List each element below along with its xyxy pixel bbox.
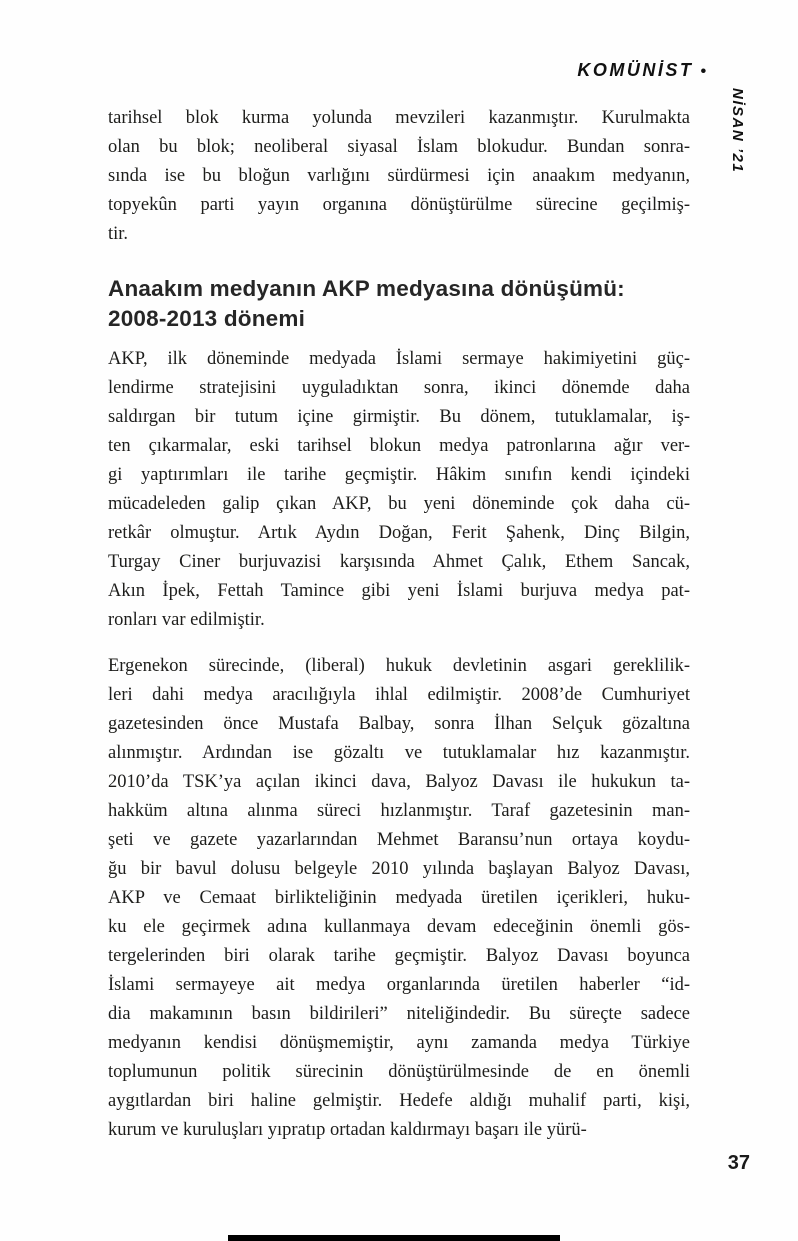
text-line: olan bu blok; neoliberal siyasal İslam blokudur. Bundan sonra- xyxy=(108,137,690,157)
text-line: şeti ve gazete yazarlarından Mehmet Baransu’nun ortaya koydu- xyxy=(108,830,690,850)
text-line: AKP, ilk döneminde medyada İslami sermaye hakimiyetini güç- xyxy=(108,349,690,369)
text-line: gi yaptırımları ile tarihe geçmiştir. Hâkim sınıfın kendi içindeki xyxy=(108,465,690,485)
page-number: 37 xyxy=(727,1152,750,1174)
text-line: topyekûn parti yayın organına dönüştürülme sürecine geçilmiş- xyxy=(108,195,690,215)
text-line: tarihsel blok kurma yolunda mevzileri kazanmıştır. Kurulmakta xyxy=(108,108,690,128)
journal-title-text: KOMÜNİST xyxy=(577,60,694,80)
text-line: ku ele geçirmek adına kullanmaya devam edeceğinin önemli gös- xyxy=(108,917,690,937)
text-line: alınmıştır. Ardından ise gözaltı ve tutuklamalar hız kazanmıştır. xyxy=(108,743,690,763)
text-line: Akın İpek, Fettah Tamince gibi yeni İslami burjuva medya pat- xyxy=(108,581,690,601)
text-line: kurum ve kuruluşları yıpratıp ortadan kaldırmayı başarı ile yürü- xyxy=(108,1120,587,1140)
text-line: toplumunun politik sürecinin dönüştürülmesinde de en önemli xyxy=(108,1062,690,1082)
section-heading xyxy=(108,274,690,334)
text-line: hakküm altına alınma süreci hızlanmıştır. Taraf gazetesinin man- xyxy=(108,801,690,821)
masthead-bullet-icon: • xyxy=(700,63,706,80)
issue-date-vertical: NİSAN ’21 xyxy=(729,88,746,174)
text-line: aygıtlardan biri haline gelmiştir. Hedefe aldığı muhalif parti, kişi, xyxy=(108,1091,690,1111)
text-line: saldırgan bir tutum içine girmiştir. Bu dönem, tutuklamalar, iş- xyxy=(108,407,690,427)
text-line: Turgay Ciner burjuvazisi karşısında Ahmet Çalık, Ethem Sancak, xyxy=(108,552,690,572)
text-line: tergelerinden biri olarak tarihe geçmiştir. Balyoz Davası boyunca xyxy=(108,946,690,966)
text-line: sında ise bu bloğun varlığını sürdürmesi için anaakım medyanın, xyxy=(108,166,690,186)
body-paragraph-1 xyxy=(108,345,690,635)
text-line: medyanın kendisi dönüşmemiştir, aynı zamanda medya Türkiye xyxy=(108,1033,690,1053)
body-paragraph-2 xyxy=(108,652,690,1145)
text-line: ten çıkarmalar, eski tarihsel blokun medya patronlarına ağır ver- xyxy=(108,436,690,456)
text-line: leri dahi medya aracılığıyla ihlal edilmiştir. 2008’de Cumhuriyet xyxy=(108,685,690,705)
text-line: tir. xyxy=(108,224,129,244)
page-content xyxy=(108,104,690,1145)
text-line: dia makamının basın bildirileri” niteliğindedir. Bu süreçte sadece xyxy=(108,1004,690,1024)
intro-paragraph xyxy=(108,104,690,249)
text-line: lendirme stratejisini uyguladıktan sonra, ikinci dönemde daha xyxy=(108,378,690,398)
text-line: ronları var edilmiştir. xyxy=(108,610,265,630)
text-line: retkâr olmuştur. Artık Aydın Doğan, Ferit Şahenk, Dinç Bilgin, xyxy=(108,523,690,543)
journal-title xyxy=(577,60,706,81)
text-line: Ergenekon sürecinde, (liberal) hukuk devletinin asgari gereklilik- xyxy=(108,656,690,676)
section-heading-line-1: Anaakım medyanın AKP medyasına dönüşümü: xyxy=(108,276,625,301)
section-heading-line-2: 2008-2013 dönemi xyxy=(108,306,306,331)
text-line: 2010’da TSK’ya açılan ikinci dava, Balyoz Davası ile hukukun ta- xyxy=(108,772,690,792)
text-line: mücadeleden galip çıkan AKP, bu yeni döneminde çok daha cü- xyxy=(108,494,690,514)
text-line: İslami sermayeye ait medya organlarında üretilen haberler “id- xyxy=(108,975,690,995)
text-line: AKP ve Cemaat birlikteliğinin medyada üretilen içerikleri, huku- xyxy=(108,888,690,908)
bottom-black-bar xyxy=(228,1235,560,1241)
text-line: gazetesinden önce Mustafa Balbay, sonra İlhan Selçuk gözaltına xyxy=(108,714,690,734)
text-line: ğu bir bavul dolusu belgeyle 2010 yılında başlayan Balyoz Davası, xyxy=(108,859,690,879)
